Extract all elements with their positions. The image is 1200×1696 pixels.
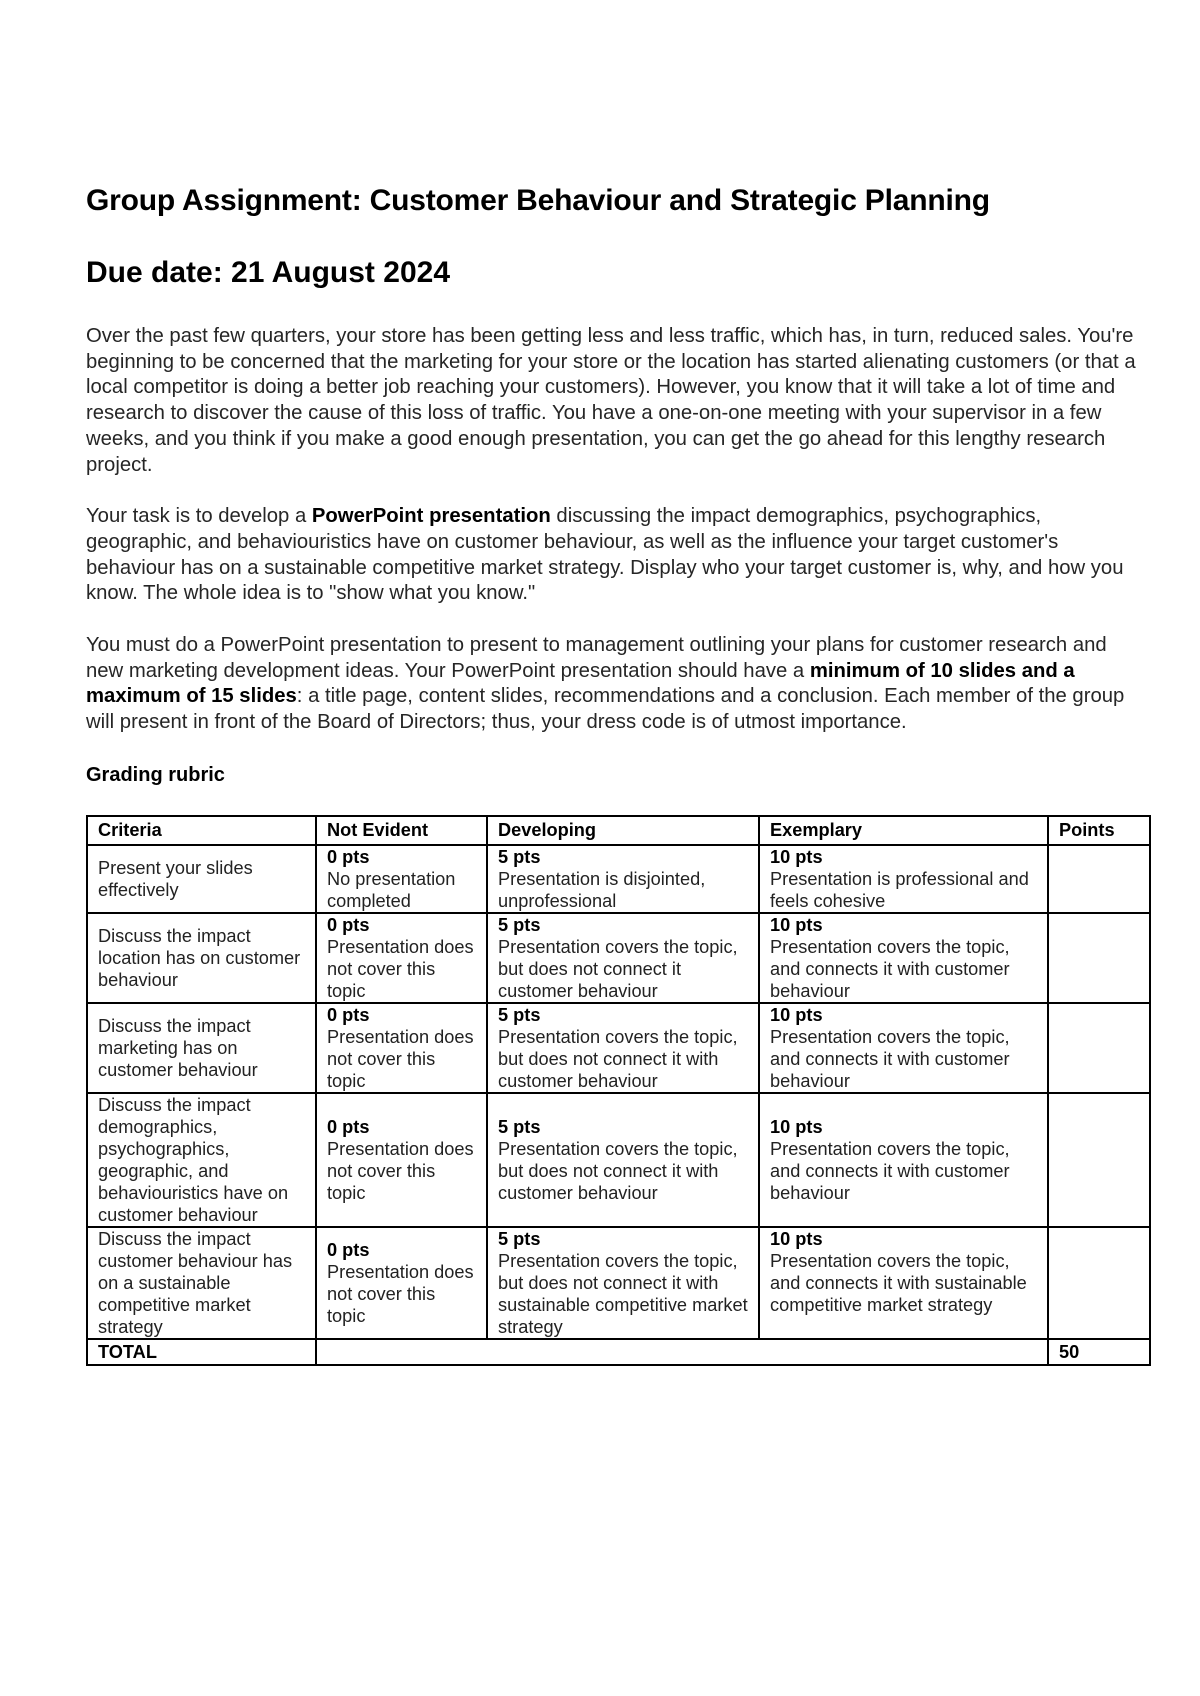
criteria-cell: Discuss the impact customer behaviour has on a sustainable competitive market strategy [87,1227,316,1339]
document-title: Group Assignment: Customer Behaviour and Strategic Planning [86,184,990,217]
developing-cell [487,913,759,1003]
pts-label: 0 pts [327,846,370,867]
exemplary-cell [759,913,1048,1003]
table-row [87,1227,1150,1339]
level-description: No presentation completed [327,868,456,911]
requirements-text-after: : a title page, content slides, recommendations and a conclusion. Each member of the group will present in front of the Board of Directors; thus, your dress code is of utmost importance. [86,685,1125,734]
level-description: Presentation is professional and feels cohesive [770,868,1029,911]
total-spacer-cell [316,1339,1048,1365]
grading-rubric-table [86,815,1151,1366]
pts-label: 10 pts [770,914,823,935]
pts-label: 0 pts [327,1004,370,1025]
level-description: Presentation covers the topic, but does not connect it with sustainable competitive market strategy [498,1250,748,1337]
total-label: TOTAL [87,1339,316,1365]
table-row [87,845,1150,913]
pts-label: 5 pts [498,1228,541,1249]
not-evident-cell [316,845,487,913]
requirements-paragraph [86,633,1149,736]
developing-cell [487,845,759,913]
pts-label: 5 pts [498,1116,541,1137]
level-description: Presentation does not cover this topic [327,1138,474,1203]
document-content [86,178,1149,1366]
level-description: Presentation does not cover this topic [327,1261,474,1326]
table-row [87,913,1150,1003]
points-cell [1048,1003,1150,1093]
level-description: Presentation covers the topic, and connects it with customer behaviour [770,936,1010,1001]
criteria-cell: Discuss the impact marketing has on customer behaviour [87,1003,316,1093]
exemplary-cell [759,1093,1048,1227]
level-description: Presentation covers the topic, and connects it with customer behaviour [770,1138,1010,1203]
level-description: Presentation is disjointed, unprofessional [498,868,706,911]
criteria-cell: Discuss the impact location has on customer behaviour [87,913,316,1003]
due-date: Due date: 21 August 2024 [86,256,450,289]
header-developing: Developing [487,816,759,845]
pts-label: 5 pts [498,1004,541,1025]
pts-label: 0 pts [327,914,370,935]
level-description: Presentation does not cover this topic [327,1026,474,1091]
points-cell [1048,1093,1150,1227]
header-not-evident: Not Evident [316,816,487,845]
pts-label: 10 pts [770,1116,823,1137]
not-evident-cell [316,913,487,1003]
pts-label: 0 pts [327,1116,370,1137]
table-header-row [87,816,1150,845]
requirements-text-before: You must do a PowerPoint presentation to present to management outlining your plans for customer research and new marketing development ideas. Your PowerPoint presentation should have a [86,634,1107,682]
table-row [87,1093,1150,1227]
exemplary-cell [759,845,1048,913]
exemplary-cell [759,1003,1048,1093]
level-description: Presentation covers the topic, but does not connect it with customer behaviour [498,1026,738,1091]
header-points: Points [1048,816,1150,845]
criteria-cell: Present your slides effectively [87,845,316,913]
not-evident-cell [316,1093,487,1227]
developing-cell [487,1093,759,1227]
level-description: Presentation covers the topic, and connects it with customer behaviour [770,1026,1010,1091]
level-description: Presentation does not cover this topic [327,936,474,1001]
level-description: Presentation covers the topic, and connects it with sustainable competitive market strategy [770,1250,1027,1315]
rubric-heading: Grading rubric [86,763,225,786]
pts-label: 0 pts [327,1239,370,1260]
pts-label: 10 pts [770,846,823,867]
points-cell [1048,1227,1150,1339]
task-paragraph [86,504,1149,607]
task-text-after: discussing the impact demographics, psychographics, geographic, and behaviouristics have on customer behaviour, as well as the influence your target customer's behaviour has on a sustainable competitive market strategy. Display who your target customer is, why, and how you know. The whole idea is to "show what you know." [86,505,1124,605]
pts-label: 5 pts [498,914,541,935]
requirements-text-bold: minimum of 10 slides and a maximum of 15 slides [86,659,1075,708]
header-exemplary: Exemplary [759,816,1048,845]
task-text-bold: PowerPoint presentation [311,505,551,528]
points-cell [1048,913,1150,1003]
pts-label: 10 pts [770,1004,823,1025]
total-points: 50 [1048,1339,1150,1365]
not-evident-cell [316,1227,487,1339]
task-text-before: Your task is to develop a [86,505,312,528]
intro-paragraph: Over the past few quarters, your store has been getting less and less traffic, which has, in turn, reduced sales. You're beginning to be concerned that the marketing for your store or the location has started alienating customers (or that a local competitor is doing a better job reaching your customers). However, you know that it will take a lot of time and research to discover the cause of this loss of traffic. You have a one-on-one meeting with your supervisor in a few weeks, and you think if you make a good enough presentation, you can get the go ahead for this lengthy research project. [86,325,1136,476]
header-criteria: Criteria [87,816,316,845]
table-row [87,1003,1150,1093]
criteria-cell: Discuss the impact demographics, psychographics, geographic, and behaviouristics have on customer behaviour [87,1093,316,1227]
developing-cell [487,1003,759,1093]
developing-cell [487,1227,759,1339]
total-row [87,1339,1150,1365]
level-description: Presentation covers the topic, but does not connect it customer behaviour [498,936,738,1001]
pts-label: 10 pts [770,1228,823,1249]
points-cell [1048,845,1150,913]
not-evident-cell [316,1003,487,1093]
pts-label: 5 pts [498,846,541,867]
level-description: Presentation covers the topic, but does not connect it with customer behaviour [498,1138,738,1203]
exemplary-cell [759,1227,1048,1339]
